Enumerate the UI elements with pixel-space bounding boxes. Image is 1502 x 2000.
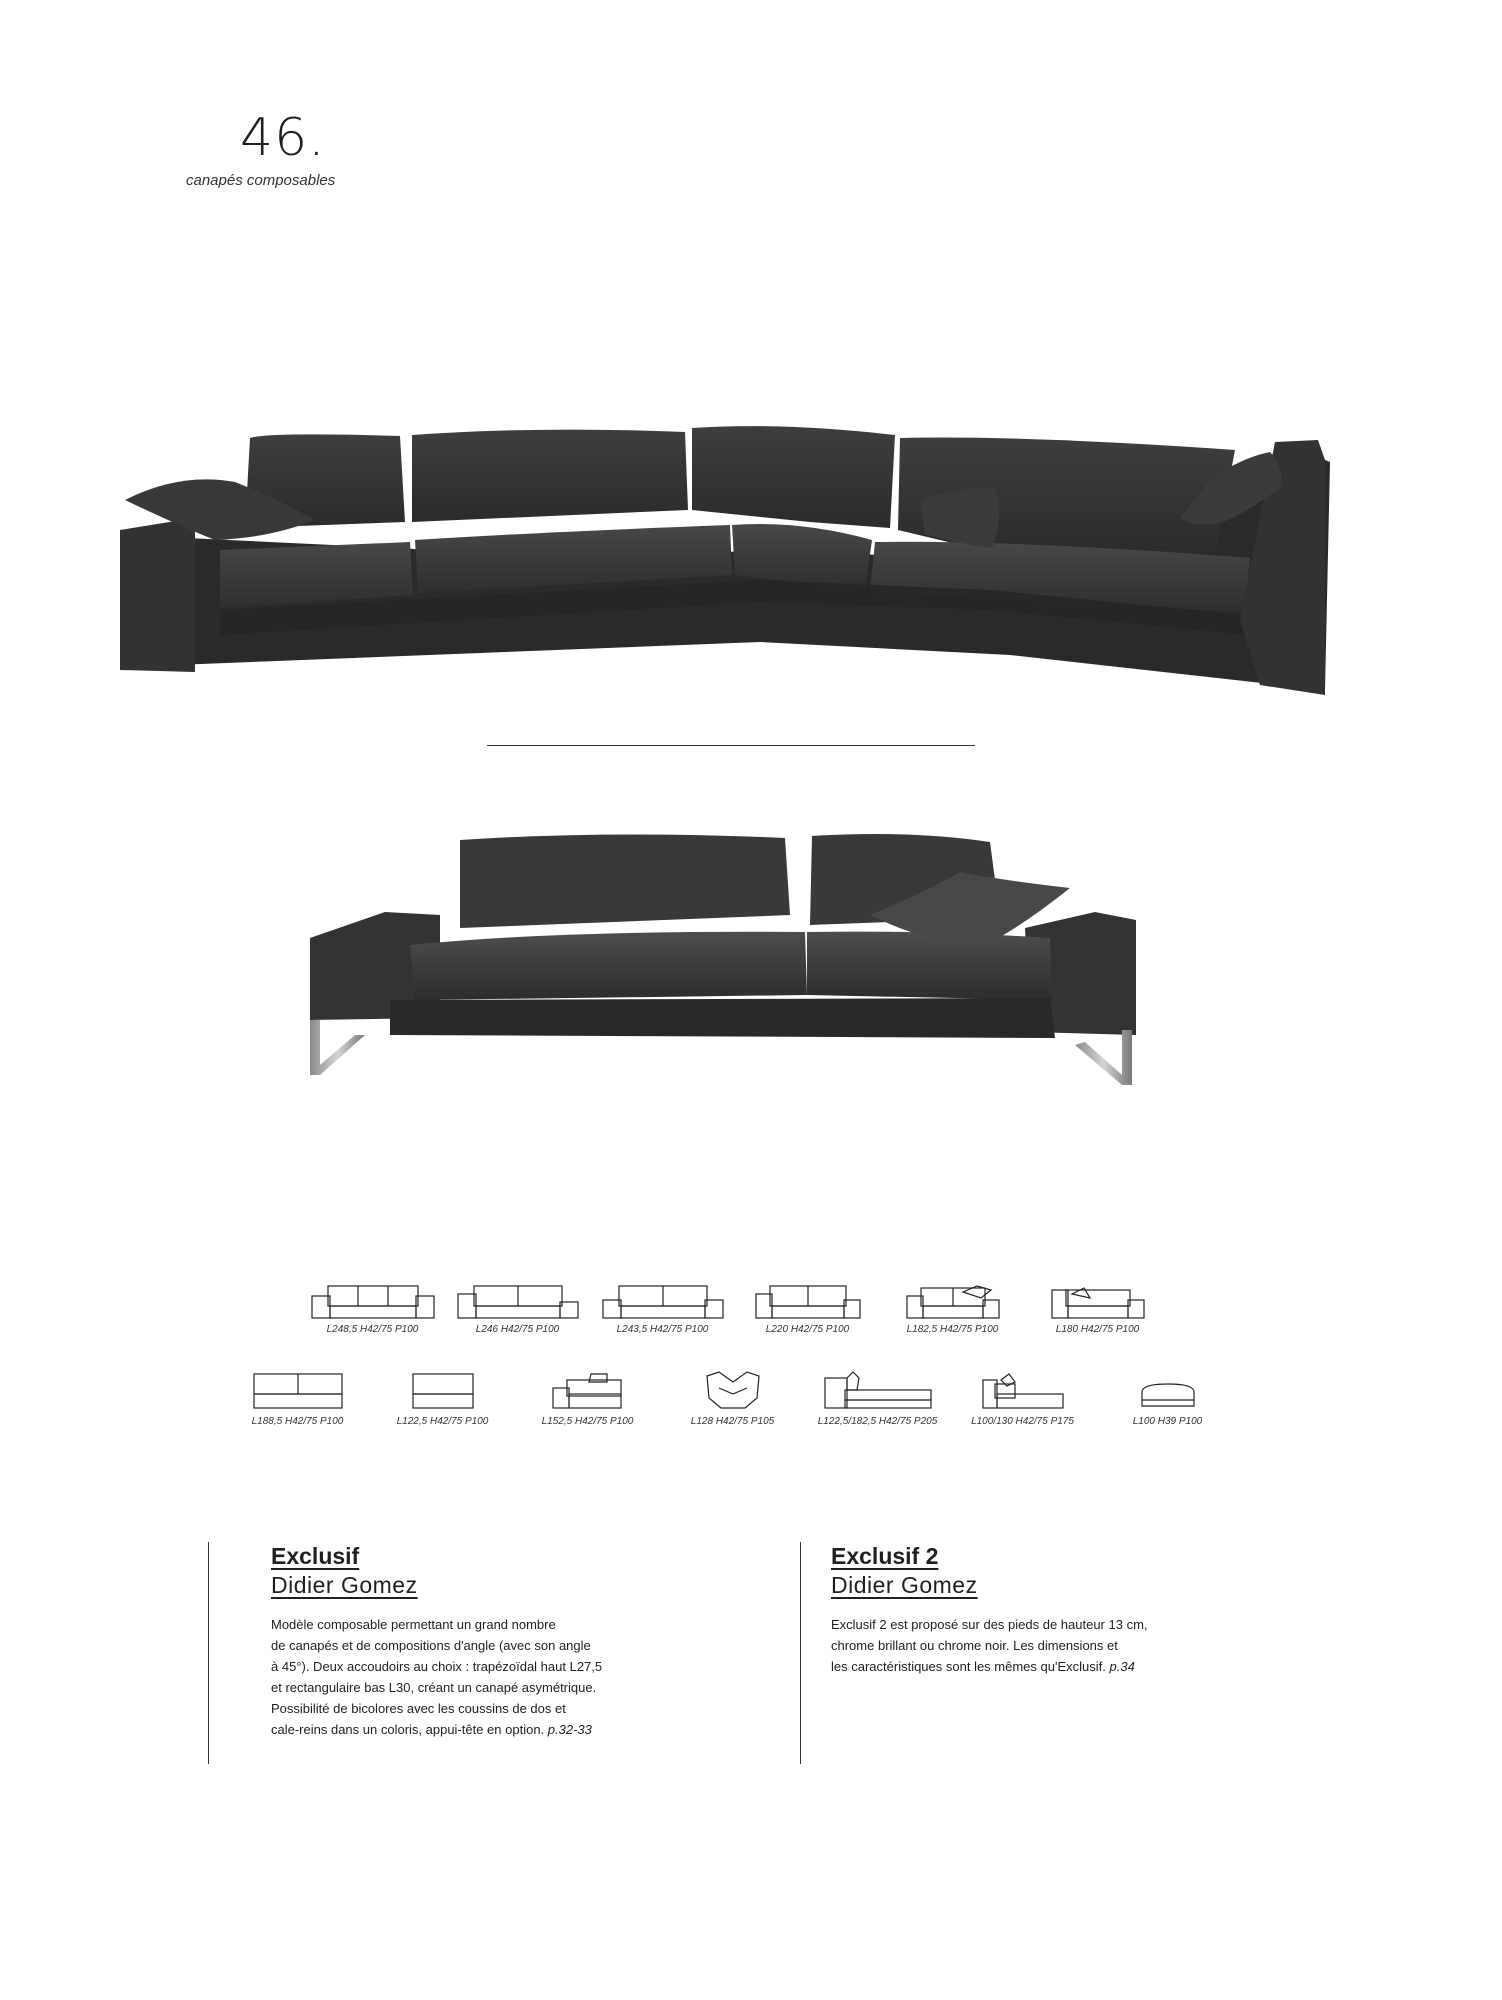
module-item	[660, 1370, 805, 1427]
module-item	[445, 1282, 590, 1335]
module-icons-row-2	[225, 1370, 1240, 1427]
page-number: 46.	[240, 108, 326, 168]
module-dims: L100/130 H42/75 P175	[971, 1416, 1074, 1427]
module-dims: L248,5 H42/75 P100	[326, 1324, 419, 1335]
module-dims: L100 H39 P100	[1132, 1416, 1203, 1427]
sofa-small-asym-icon	[1050, 1282, 1146, 1320]
module-item	[515, 1370, 660, 1427]
module-icons-row-1	[300, 1282, 1170, 1335]
product-description-exclusif	[208, 1542, 709, 1764]
designer-name: Didier Gomez	[831, 1572, 978, 1598]
module-item	[1025, 1282, 1170, 1335]
sofa-medium-icon	[754, 1282, 862, 1320]
module-dims: L152,5 H42/75 P100	[541, 1416, 634, 1427]
corner-sofa-photo	[120, 410, 1340, 700]
sofa-large-3-seat-icon	[310, 1282, 436, 1320]
designer-name: Didier Gomez	[271, 1572, 418, 1598]
module-pouf-icon	[1140, 1370, 1196, 1412]
module-dims: L243,5 H42/75 P100	[616, 1324, 709, 1335]
module-item	[1095, 1370, 1240, 1427]
module-item	[590, 1282, 735, 1335]
module-item	[950, 1370, 1095, 1427]
module-item	[805, 1370, 950, 1427]
page-reference: p.34	[1109, 1659, 1135, 1674]
description-text: Modèle composable permettant un grand nombre de canapés et de compositions d'angle (avec son angle à 45°). Deux accoudoirs au choix : trapézoïdal haut L27,5 et rectangulaire bas L30, créant un canapé asymétrique. Possibilité de bicolores avec les coussins de dos et cale-reins dans un coloris, appui-tête en option. p.32-33	[271, 1617, 603, 1737]
module-chaise-longue-icon	[823, 1370, 933, 1412]
module-item	[880, 1282, 1025, 1335]
module-item	[225, 1370, 370, 1427]
module-item	[735, 1282, 880, 1335]
module-armless-1-seat-icon	[411, 1370, 475, 1412]
sofa-large-2-seat-low-arm-icon	[601, 1282, 725, 1320]
sofa-large-2-seat-icon	[456, 1282, 580, 1320]
description-text: Exclusif 2 est proposé sur des pieds de hauteur 13 cm, chrome brillant ou chrome noir. Les dimensions et les caractéristiques sont les mêmes qu'Exclusif. p.34	[831, 1617, 1148, 1674]
module-item	[370, 1370, 515, 1427]
product-description-exclusif-2	[800, 1542, 1321, 1764]
module-armless-2-seat-icon	[252, 1370, 344, 1412]
model-name: Exclusif	[271, 1543, 360, 1569]
module-meridienne-icon	[981, 1370, 1065, 1412]
model-name: Exclusif 2	[831, 1543, 939, 1569]
sofa-chrome-legs-photo	[310, 820, 1140, 1120]
divider-rule	[487, 745, 975, 746]
module-dims: L128 H42/75 P105	[690, 1416, 775, 1427]
sofa-small-cushion-icon	[905, 1282, 1001, 1320]
module-corner-45-icon	[705, 1370, 761, 1412]
module-dims: L246 H42/75 P100	[475, 1324, 560, 1335]
module-dims: L182,5 H42/75 P100	[906, 1324, 999, 1335]
module-dims: L220 H42/75 P100	[765, 1324, 850, 1335]
module-dims: L180 H42/75 P100	[1055, 1324, 1140, 1335]
module-item	[300, 1282, 445, 1335]
module-one-arm-icon	[551, 1370, 625, 1412]
module-dims: L122,5 H42/75 P100	[396, 1416, 489, 1427]
module-dims: L188,5 H42/75 P100	[251, 1416, 344, 1427]
page-reference: p.32-33	[547, 1722, 592, 1737]
section-title: canapés composables	[186, 172, 336, 189]
module-dims: L122,5/182,5 H42/75 P205	[817, 1416, 938, 1427]
